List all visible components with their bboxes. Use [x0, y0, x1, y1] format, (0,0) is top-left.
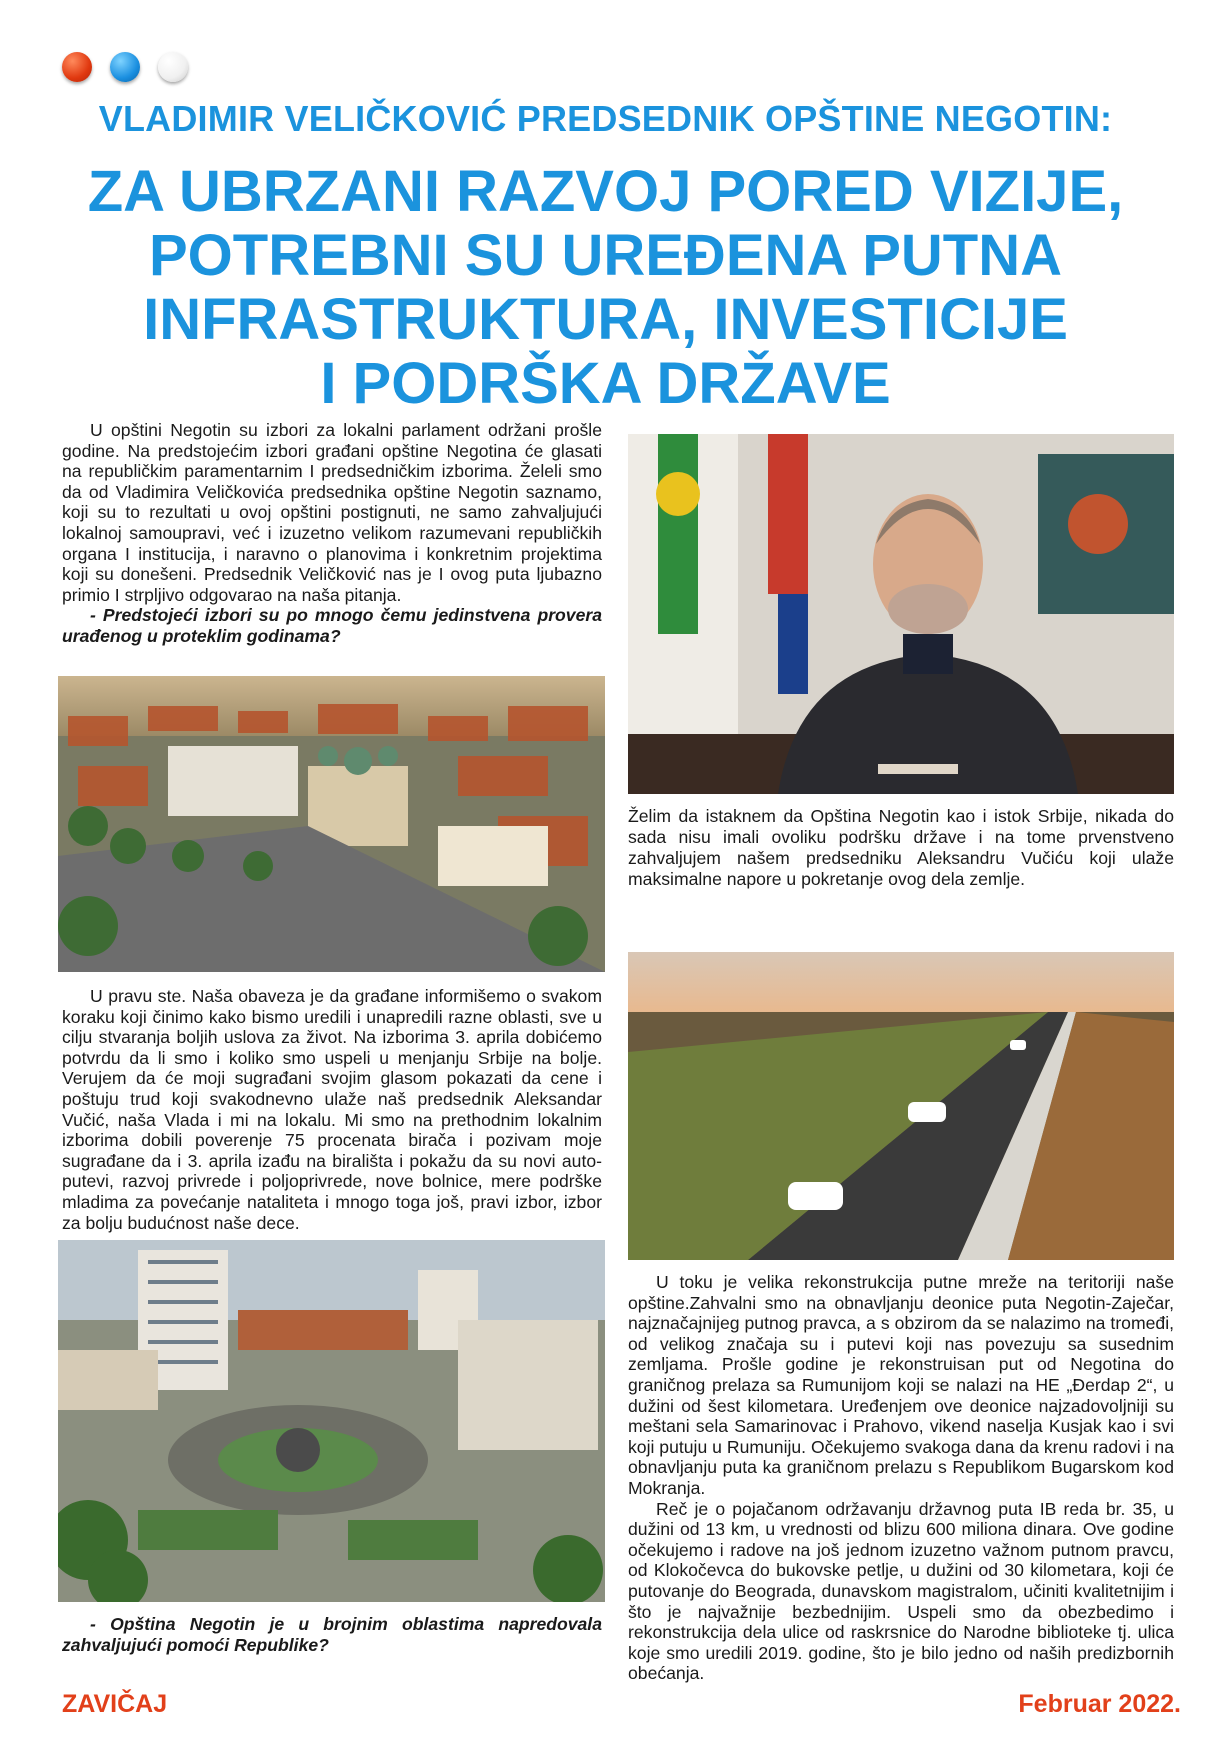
road-photo: [628, 952, 1174, 1260]
headline-line: POTREBNI SU UREĐENA PUTNA: [148, 223, 1063, 288]
town-aerial-image: [58, 676, 605, 972]
headline-line: INFRASTRUKTURA, INVESTICIJE: [143, 287, 1068, 352]
portrait-caption-block: [628, 806, 1174, 890]
headline-line: I PODRŠKA DRŽAVE: [320, 351, 891, 416]
question-2: - Opština Negotin je u brojnim oblastima napredovala zahvaljujući pomoći Republike?: [62, 1614, 602, 1655]
issue-date: Februar 2022.: [1018, 1690, 1181, 1718]
intro-paragraph: U opštini Negotin su izbori za lokalni parlament održani prošle godine. Na predstojećim izbori građani opštine Negotina će glasati na republičkim paramentarnim I predsedničkim izborima. Želeli smo da od Vladimira Veličkovića predsednika opštine Negotin saznamo, koji su to rezultati u ovoj opštini postignuti, ne samo zahvaljujući lokalnoj samoupravi, već i izuzetno velikom razumevani republičkih organa I institucija, i naravno o planovima i konkretnim projektima koji su donešeni. Predsednik Veličković nas je I ovog puta ljubazno primio I strpljivo odgovarao na naša pitanja.: [62, 420, 602, 605]
question-1: - Predstojeći izbori su po mnogo čemu jedinstvena provera urađenog u proteklim godinama?: [62, 605, 602, 646]
answer-1-paragraph: U pravu ste. Naša obaveza je da građane informišemo o svakom koraku koji činimo kako bismo uredili i unapredili razne oblasti, sve u cilju stvaranja boljih uslova za život. Na izborima 3. aprila dobićemo potvrdu da li smo i koliko smo uspeli u menjanju Srbije na bolje. Verujem da će moji sugrađani svojim glasom pokazati da cene i poštuju trud koji svakodnevno ulaže naš predsednik Aleksandar Vučić, naša Vlada i mi na lokalu. Mi smo na prethodnim lokalnim izborima dobili poverenje 75 procenata birača i pozivam moje sugrađane da i 3. aprila izađu na birališta i pokažu da su novi auto-putevi, razvoj privrede i poljoprivrede, nove bolnice, mere podrške mladima za povećanje nataliteta i mnogo toga još, pravi izbor, izbor za bolju budućnost naše dece.: [62, 986, 602, 1233]
portrait-caption: Želim da istaknem da Opština Negotin kao i istok Srbije, nikada do sada nisu imali ovoliku podršku države i na tome prvenstveno zahvaljujem našem predsedniku Aleksandru Vučiću koji ulaže maksimalne napore u pokretanje ovog dela zemlje.: [628, 806, 1174, 889]
article-kicker: VLADIMIR VELIČKOVIĆ PREDSEDNIK OPŠTINE NEGOTIN:: [98, 98, 1113, 139]
town-aerial-photo: [58, 676, 605, 972]
white-dot-icon: [158, 52, 188, 82]
town-square-image: [58, 1240, 605, 1602]
article-headline: [40, 160, 1171, 416]
mayor-portrait-photo: [628, 434, 1174, 794]
decorative-dots: [62, 52, 188, 82]
headline-line: ZA UBRZANI RAZVOJ PORED VIZIJE,: [87, 159, 1124, 224]
question-2-block: [62, 1614, 602, 1655]
blue-dot-icon: [110, 52, 140, 82]
answer-1-block: [62, 986, 602, 1233]
answer-2-block: [628, 1272, 1174, 1684]
answer-2-paragraph-2: Reč je o pojačanom održavanju državnog puta IB reda br. 35, u dužini od 13 km, u vrednosti od blizu 600 miliona dinara. Ove godine očekujemo i radove na još jednom izuzetno važnom putnom pravcu, od Klokočevca do bukovske petlje, u dužini od 30 kilometara, koji će putovanje do Beograda, dunavskom magistralom, učiniti kvalitetnijim i što je najvažnije bezbednijim. Uspeli smo da obezbedimo i rekonstrukcija dela ulice od raskrsnice do Narodne biblioteke tj. ulica koje smo uredili 2019. godine, što je bilo jedno od naših predizbornih obećanja.: [628, 1498, 1174, 1684]
intro-block: [62, 420, 602, 647]
mayor-portrait-image: [628, 434, 1174, 794]
red-dot-icon: [62, 52, 92, 82]
answer-2-paragraph-1: U toku je velika rekonstrukcija putne mreže na teritoriji naše opštine.Zahvalni smo na obnavljanju deonice puta Negotin-Zaječar, najznačajnijeg putnog pravca, a s obzirom da se nalazimo na tromeđi, od velikog značaja su i putevi koji nas povezuju sa susednim zemljama. Prošle godine je rekonstruisan put od Negotina do graničnog prelaza sa Rumunijom koji se nalazi na HE „Đerdap 2“, u dužini od šest kilometara. Uređenjem ove deonice najzadovoljniji su meštani sela Samarinovac i Prahovo, vikend naselja Kusjak kao i svi koji putuju u Rumuniju. Očekujemo svakoga dana da krenu radovi i na obnavljanju puta ka graničnom prelazu s Republikom Bugarskom kod Mokranja.: [628, 1272, 1174, 1498]
town-square-photo: [58, 1240, 605, 1602]
road-image: [628, 952, 1174, 1260]
publication-name: ZAVIČAJ: [62, 1690, 168, 1718]
